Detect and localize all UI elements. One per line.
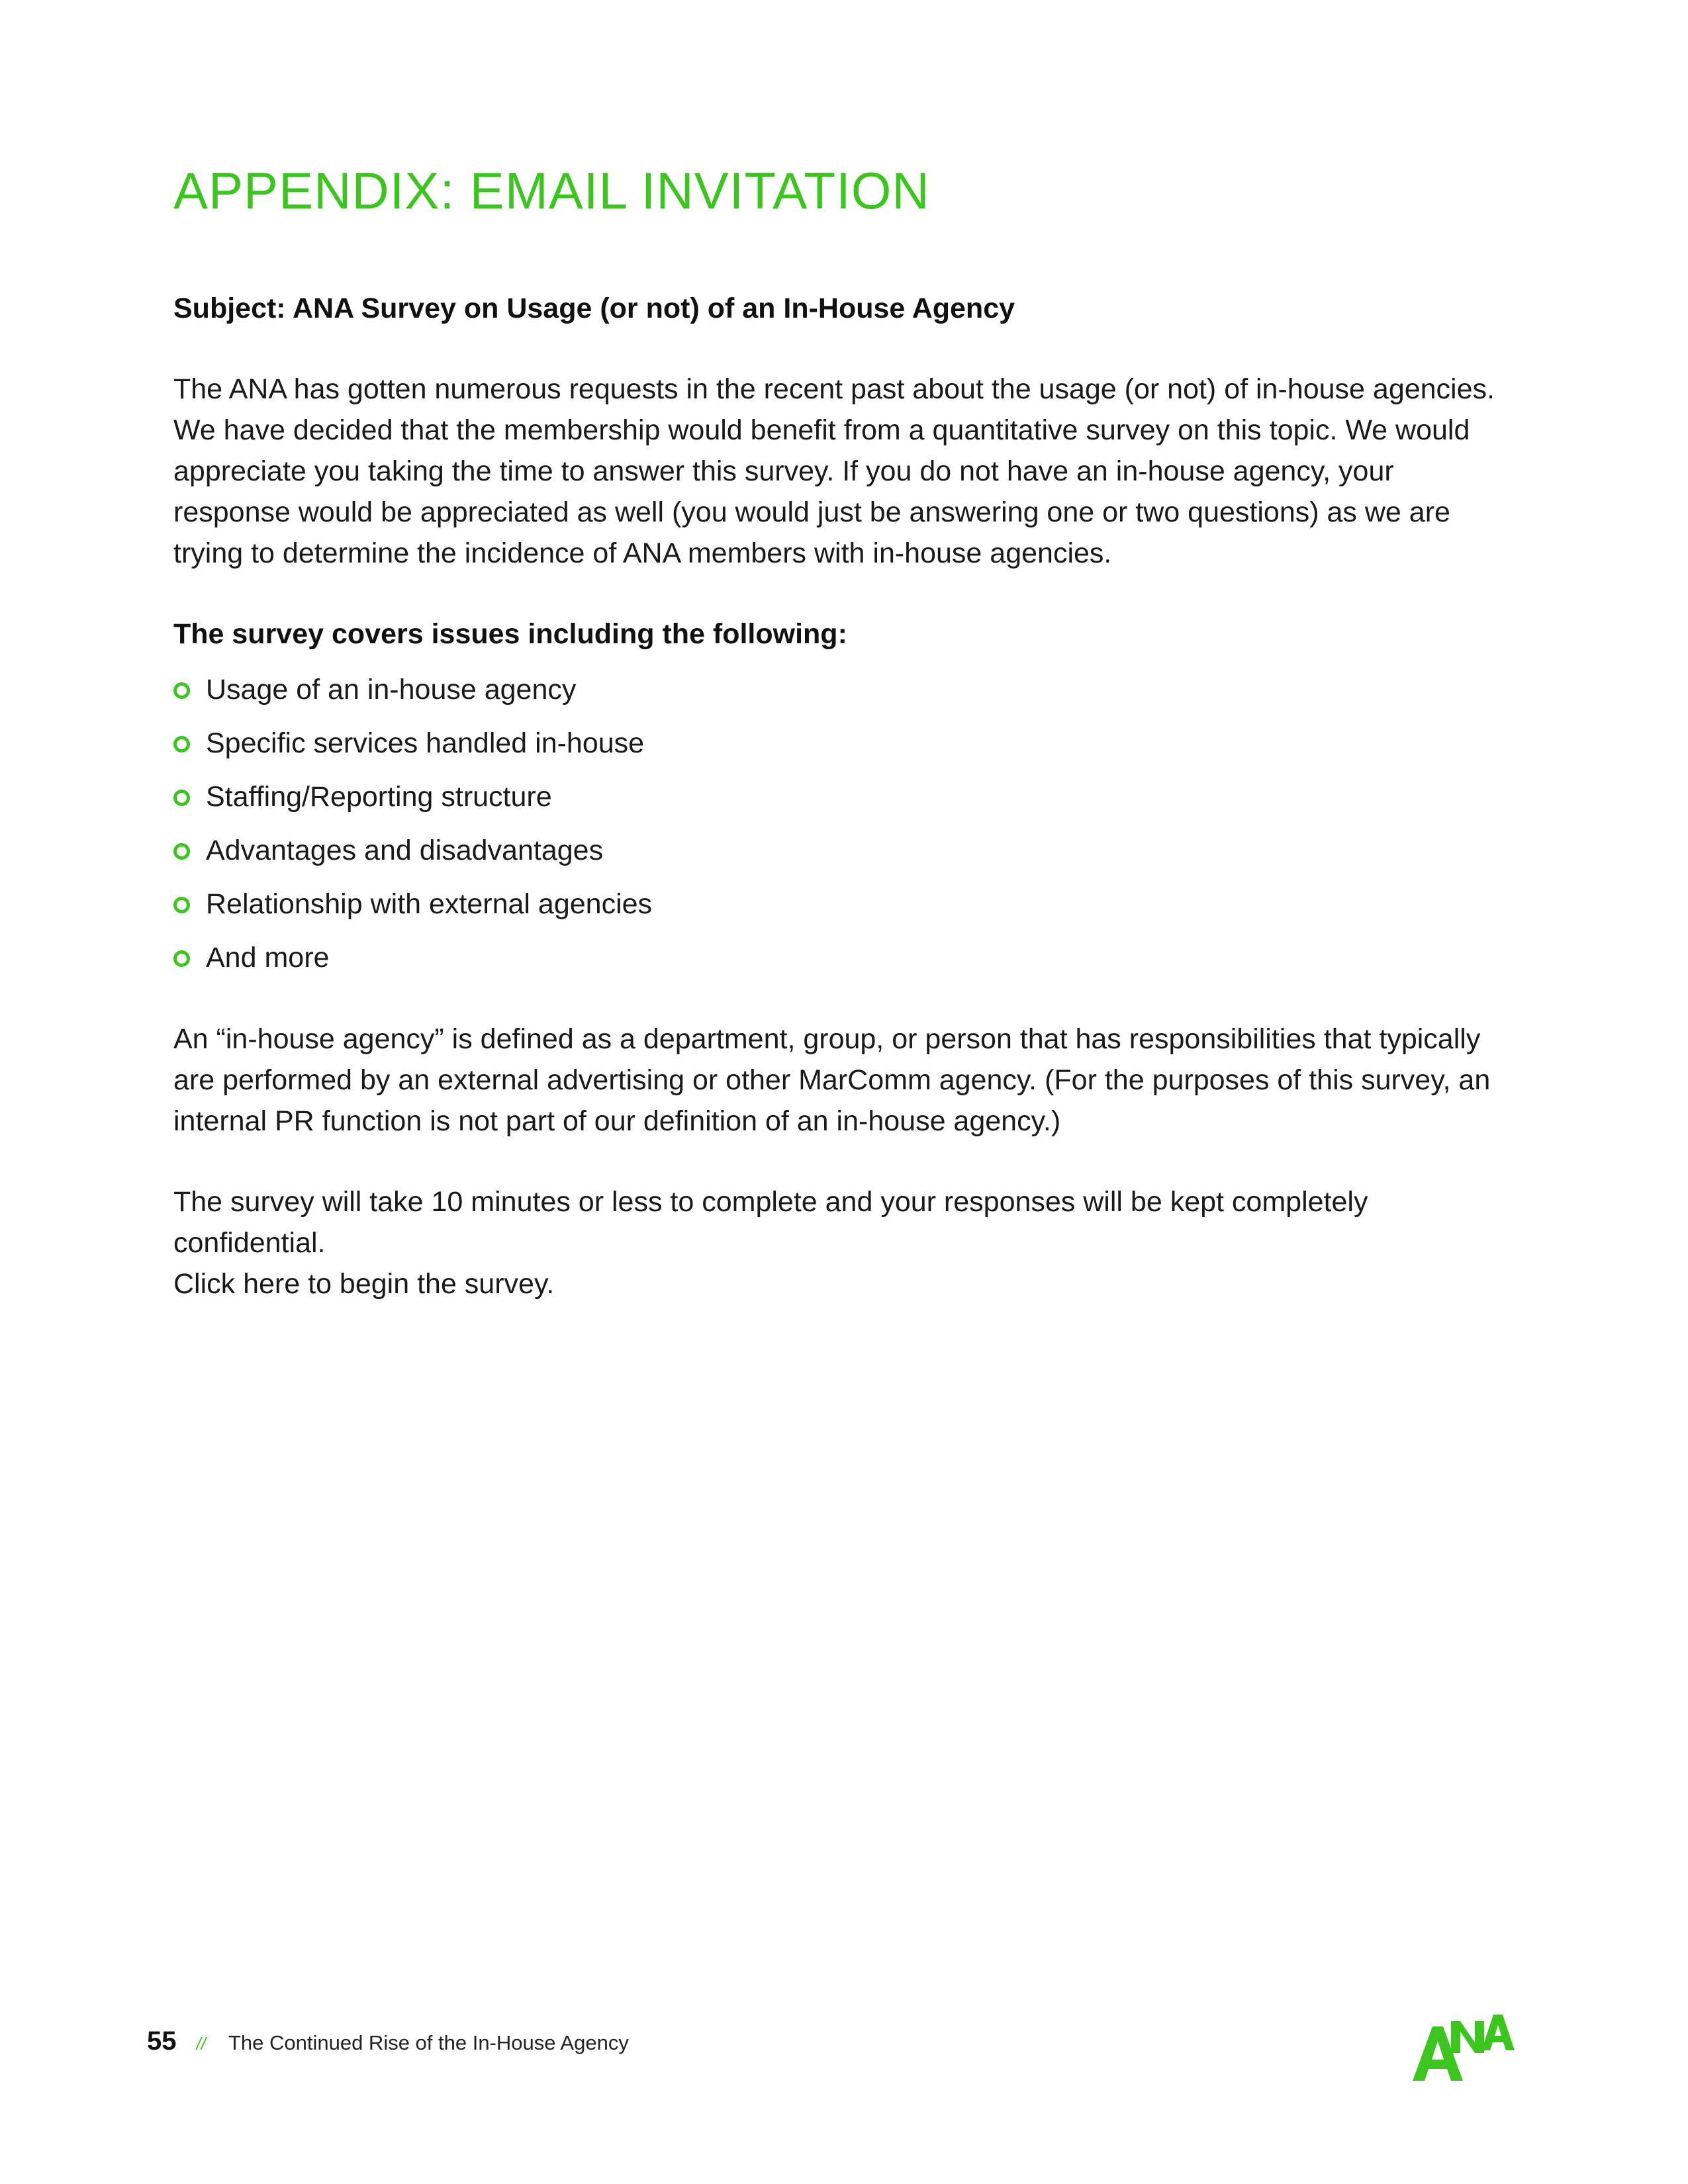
email-body [173, 288, 1517, 1304]
list-item-label: Usage of an in-house agency [206, 673, 577, 705]
list-item [173, 716, 1517, 770]
publication-title: The Continued Rise of the In-House Agency [228, 2031, 629, 2054]
ana-logo [1410, 2012, 1516, 2085]
page-title: APPENDIX: EMAIL INVITATION [173, 161, 930, 220]
page-number: 55 [147, 2026, 177, 2056]
list-item [173, 823, 1517, 877]
list-item-label: Specific services handled in-house [206, 727, 645, 759]
list-item [173, 877, 1517, 931]
list-item-label: And more [206, 941, 330, 974]
bullet-circle-icon [173, 843, 190, 860]
definition-paragraph: An “in-house agency” is defined as a department, group, or person that has responsibilities that typically are performed by an external advertising or other MarComm agency. (For the purposes of this survey, an internal PR function is not part of our definition of an in-house agency.) [173, 1023, 1491, 1137]
page-footer [147, 2026, 629, 2056]
list-item-label: Advantages and disadvantages [206, 834, 604, 866]
begin-survey-link[interactable]: Click here to begin the survey. [173, 1268, 555, 1300]
list-item [173, 770, 1517, 823]
bullet-circle-icon [173, 950, 190, 967]
bullet-circle-icon [173, 682, 190, 699]
list-item [173, 931, 1517, 984]
list-item-label: Staffing/Reporting structure [206, 780, 552, 813]
email-subject: Subject: ANA Survey on Usage (or not) of an In-House Agency [173, 293, 1015, 324]
list-item-label: Relationship with external agencies [206, 887, 653, 920]
intro-paragraph: The ANA has gotten numerous requests in the recent past about the usage (or not) of in-house agencies. We have decided that the membership would benefit from a quantitative survey on this topic. We would appreciate you taking the time to answer this survey. If you do not have an in-house agency, your response would be appreciated as well (you would just be answering one or two questions) as we are trying to determine the incidence of ANA members with in-house agencies. [173, 373, 1495, 569]
bullet-circle-icon [173, 736, 190, 752]
survey-topics-list [173, 662, 1517, 984]
survey-covers-heading: The survey covers issues including the following: [173, 618, 847, 650]
closing-paragraph [173, 1181, 1517, 1304]
bullet-circle-icon [173, 790, 190, 806]
bullet-circle-icon [173, 897, 190, 913]
closing-line: The survey will take 10 minutes or less to complete and your responses will be kept completely confidential. [173, 1186, 1368, 1259]
list-item [173, 662, 1517, 716]
footer-separator: // [196, 2034, 206, 2054]
